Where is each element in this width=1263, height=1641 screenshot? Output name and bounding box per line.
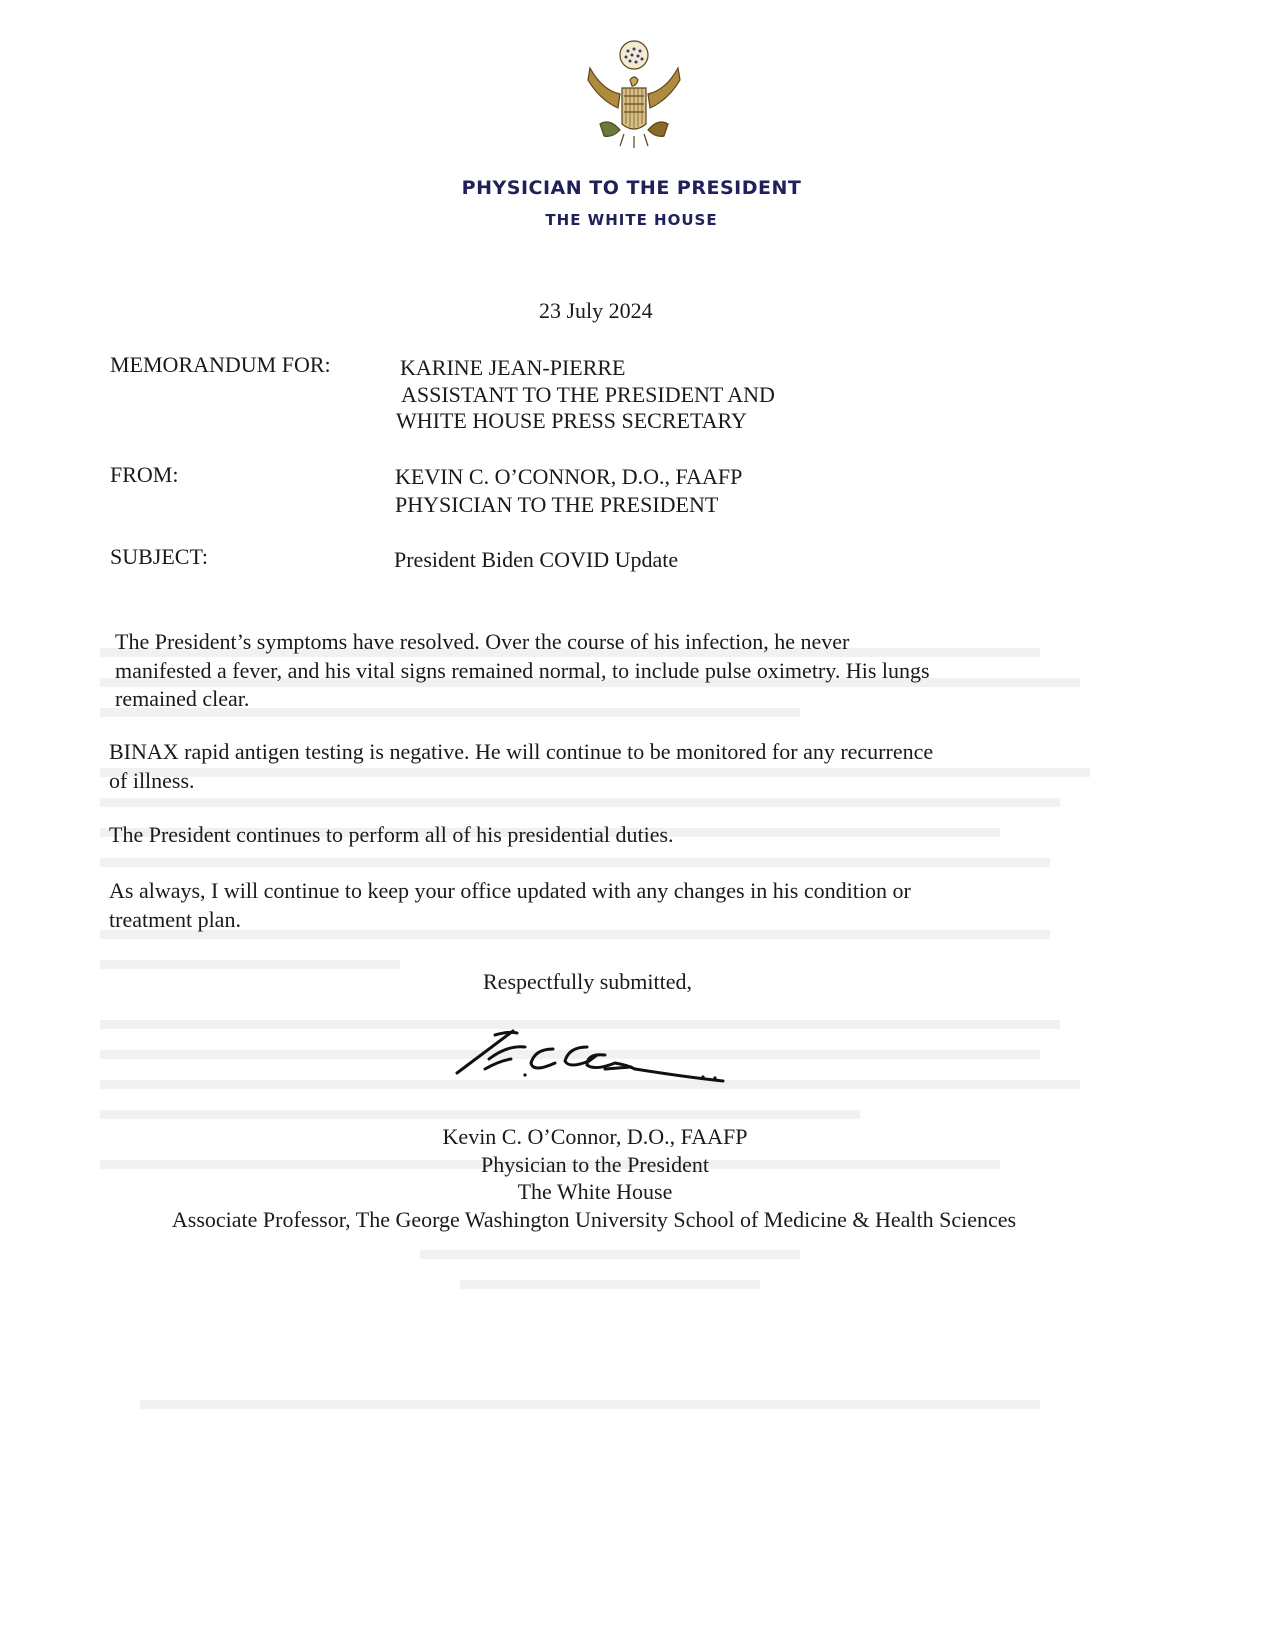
signatory-affiliation: Associate Professor, The George Washington University School of Medicine & Health Sciences (171, 1207, 1017, 1232)
body-paragraph-line: of illness. (109, 768, 195, 793)
memo-from-line: KEVIN C. O’CONNOR, D.O., FAAFP (395, 464, 743, 489)
body-paragraph-line: As always, I will continue to keep your office updated with any changes in his condition or (109, 878, 911, 903)
signatory-title: Physician to the President (481, 1152, 709, 1177)
signatory-name: Kevin C. O’Connor, D.O., FAAFP (442, 1124, 748, 1149)
memo-date: 23 July 2024 (539, 298, 653, 323)
memo-from-label: FROM: (110, 462, 179, 487)
letterhead-subtitle: THE WHITE HOUSE (545, 211, 718, 229)
memo-from-line: PHYSICIAN TO THE PRESIDENT (395, 492, 719, 517)
presidential-eagle-seal-icon (580, 38, 688, 150)
memo-subject-label: SUBJECT: (110, 544, 208, 569)
handwritten-signature-icon (455, 1025, 745, 1095)
presidential-seal (580, 38, 688, 150)
body-paragraph-line: remained clear. (115, 686, 250, 711)
memo-for-line: WHITE HOUSE PRESS SECRETARY (396, 408, 747, 433)
signatory-organization: The White House (517, 1179, 673, 1204)
body-paragraph-line: treatment plan. (109, 907, 241, 932)
memo-for-label: MEMORANDUM FOR: (110, 352, 331, 377)
body-paragraph-line: manifested a fever, and his vital signs remained normal, to include pulse oximetry. His lungs (115, 658, 930, 683)
memo-subject: President Biden COVID Update (394, 547, 679, 572)
closing-salutation: Respectfully submitted, (483, 969, 692, 994)
signature (455, 1025, 745, 1095)
memo-for-line: ASSISTANT TO THE PRESIDENT AND (401, 382, 775, 407)
body-paragraph-line: BINAX rapid antigen testing is negative. He will continue to be monitored for any recurrence (109, 739, 934, 764)
body-paragraph-line: The President continues to perform all of his presidential duties. (109, 822, 674, 847)
body-paragraph-line: The President’s symptoms have resolved. Over the course of his infection, he never (115, 629, 850, 654)
letterhead-title: PHYSICIAN TO THE PRESIDENT (461, 177, 802, 199)
memo-for-line: KARINE JEAN-PIERRE (400, 355, 626, 380)
